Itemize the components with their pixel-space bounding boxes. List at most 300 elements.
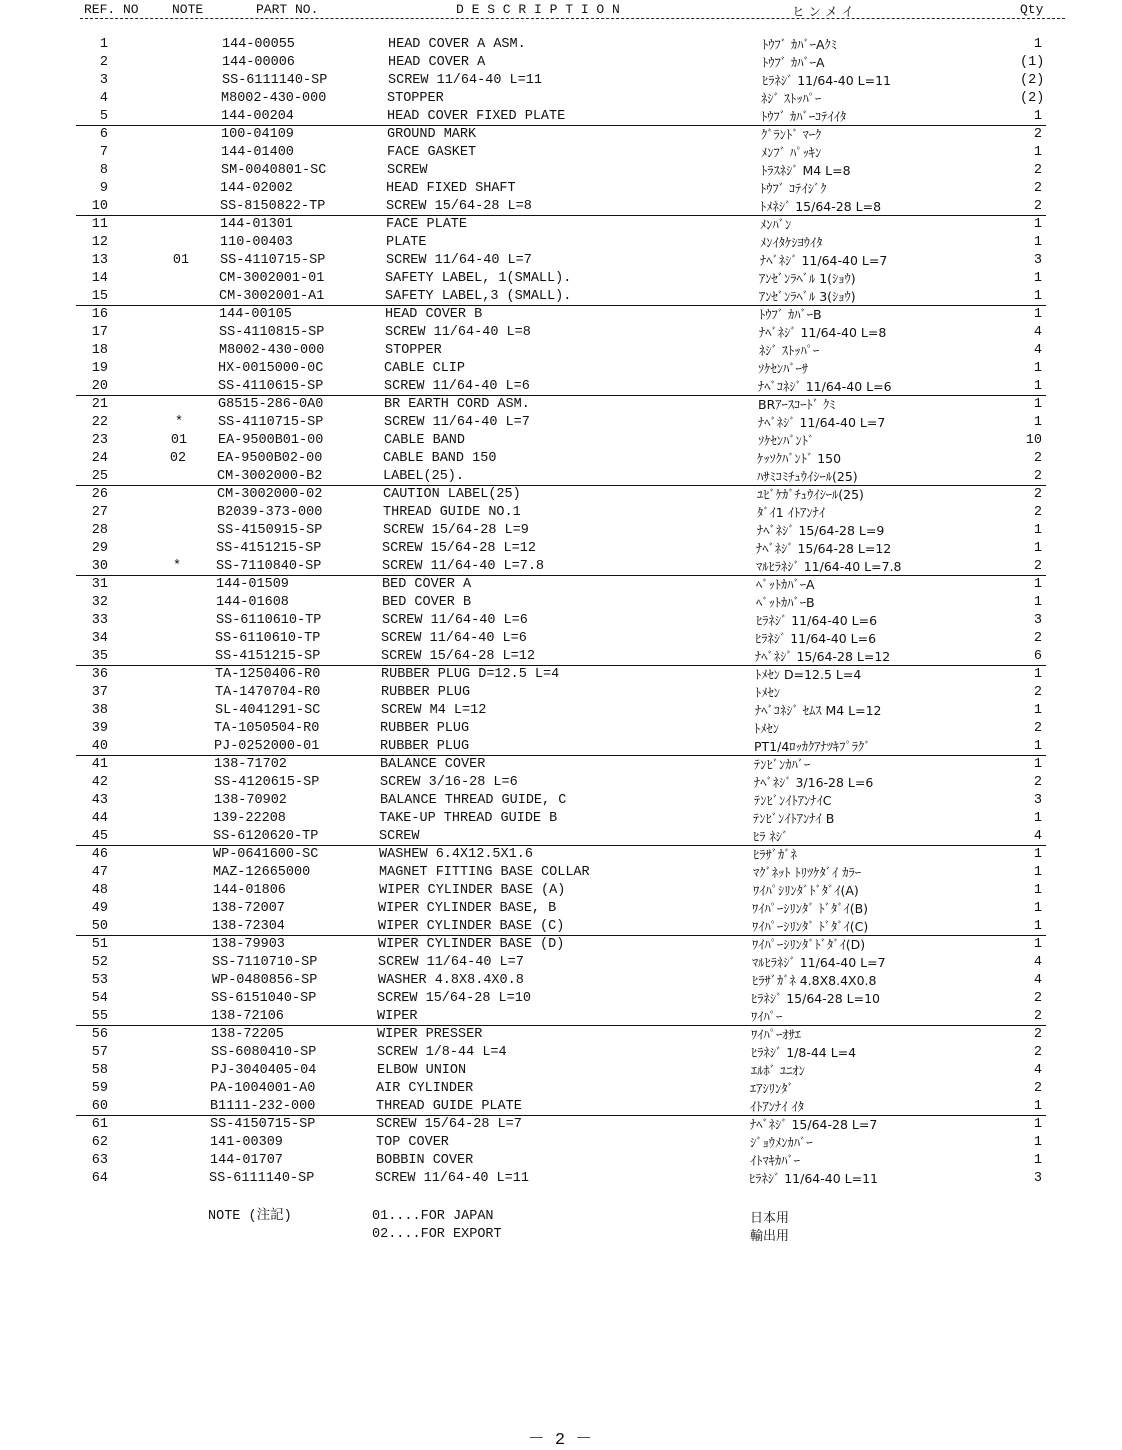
description-cell: GROUND MARK — [387, 127, 477, 142]
katakana-cell: ﾋﾗ ﾈｼﾞ — [753, 829, 789, 844]
ref-no-cell: 40 — [91, 739, 108, 754]
katakana-cell: ﾏﾙﾋﾗﾈｼﾞ 11/64-40 L=7 — [752, 955, 886, 970]
part-no-cell: EA-9500B02-00 — [217, 451, 323, 466]
ref-no-cell: 49 — [91, 901, 108, 916]
ref-no-cell: 32 — [91, 595, 108, 610]
description-cell: SCREW 1/8-44 L=4 — [377, 1045, 507, 1060]
note-code: 01....FOR JAPAN — [372, 1209, 494, 1224]
part-no-cell: PA-1004001-A0 — [210, 1081, 316, 1096]
qty-cell: 10 — [1025, 433, 1042, 448]
part-no-cell: SS-6111140-SP — [209, 1171, 315, 1186]
table-row — [0, 684, 1122, 702]
description-cell: BOBBIN COVER — [376, 1153, 474, 1168]
table-row — [0, 918, 1122, 936]
part-no-cell: 100-04109 — [221, 127, 294, 142]
description-cell: WASHEW 6.4X12.5X1.6 — [379, 847, 533, 862]
description-cell: CABLE BAND — [384, 433, 466, 448]
katakana-cell: ﾄｳﾌﾞ ｶﾊﾞｰB — [759, 307, 822, 322]
qty-cell: 1 — [1033, 1135, 1042, 1150]
ref-no-cell: 3 — [99, 73, 108, 88]
table-row — [0, 216, 1122, 234]
table-row — [0, 792, 1122, 810]
description-cell: SCREW 3/16-28 L=6 — [380, 775, 518, 790]
part-no-cell: PJ-0252000-01 — [214, 739, 320, 754]
description-cell: SCREW — [379, 829, 420, 844]
katakana-cell: ｱﾝｾﾞﾝﾗﾍﾞﾙ 1(ｼｮｳ) — [759, 271, 856, 286]
table-row — [0, 1044, 1122, 1062]
table-row — [0, 576, 1122, 594]
table-row — [0, 360, 1122, 378]
katakana-cell: ﾋﾗﾈｼﾞ 1/8-44 L=4 — [751, 1045, 857, 1060]
header-description: D E S C R I P T I O N — [456, 2, 620, 17]
description-cell: THREAD GUIDE NO.1 — [383, 505, 521, 520]
table-row — [0, 1134, 1122, 1152]
note-cell: 01 — [170, 433, 188, 448]
ref-no-cell: 51 — [91, 937, 108, 952]
ref-no-cell: 38 — [91, 703, 108, 718]
ref-no-cell: 61 — [91, 1117, 108, 1132]
katakana-cell: ﾋﾗﾈｼﾞ 15/64-28 L=10 — [751, 991, 880, 1006]
part-no-cell: WP-0480856-SP — [212, 973, 318, 988]
table-row — [0, 342, 1122, 360]
part-no-cell: 144-01608 — [216, 595, 289, 610]
description-cell: SCREW 15/64-28 L=12 — [381, 649, 535, 664]
description-cell: FACE PLATE — [386, 217, 468, 232]
katakana-cell: ﾀﾞｲ1 ｲﾄｱﾝﾅｲ — [757, 505, 826, 520]
ref-no-cell: 20 — [91, 379, 108, 394]
part-no-cell: 138-72205 — [211, 1027, 284, 1042]
qty-cell: 1 — [1033, 397, 1042, 412]
table-row — [0, 252, 1122, 270]
description-cell: SAFETY LABEL, 1(SMALL). — [385, 271, 572, 286]
part-no-cell: SS-4151215-SP — [215, 649, 321, 664]
description-cell: SCREW 15/64-28 L=8 — [386, 199, 532, 214]
qty-cell: 1 — [1033, 739, 1042, 754]
katakana-cell: ﾄｳﾌﾞ ｶﾊﾞｰA — [762, 55, 825, 70]
katakana-cell: ﾄﾒｾﾝ — [754, 721, 780, 736]
part-no-cell: WP-0641600-SC — [213, 847, 319, 862]
qty-cell: 1 — [1033, 1117, 1042, 1132]
ref-no-cell: 56 — [91, 1027, 108, 1042]
part-no-cell: CM-3002000-B2 — [217, 469, 323, 484]
katakana-cell: ﾈｼﾞ ｽﾄｯﾊﾟｰ — [761, 91, 822, 106]
ref-no-cell: 48 — [91, 883, 108, 898]
katakana-cell: ﾄｳﾌﾞ ｶﾊﾞｰAｸﾐ — [762, 37, 838, 52]
note-code: 02....FOR EXPORT — [372, 1227, 502, 1242]
qty-cell: 1 — [1033, 595, 1042, 610]
part-no-cell: 144-01400 — [221, 145, 294, 160]
header-note: NOTE — [172, 2, 204, 17]
table-row — [0, 828, 1122, 846]
description-cell: PLATE — [386, 235, 427, 250]
description-cell: MAGNET FITTING BASE COLLAR — [379, 865, 590, 880]
table-row — [0, 1080, 1122, 1098]
description-cell: WIPER CYLINDER BASE (A) — [379, 883, 566, 898]
part-no-cell: SS-4151215-SP — [216, 541, 322, 556]
katakana-cell: ﾜｲﾊﾟｰｼﾘﾝﾀﾞﾄﾞﾀﾞｲ(D) — [752, 937, 866, 952]
table-row — [0, 846, 1122, 864]
table-row — [0, 270, 1122, 288]
description-cell: BR EARTH CORD ASM. — [384, 397, 530, 412]
katakana-cell: ｴﾙﾎﾞ ﾕﾆｵﾝ — [751, 1063, 805, 1078]
katakana-cell: ｼﾞｮｳﾒﾝｶﾊﾞｰ — [750, 1135, 813, 1150]
katakana-cell: ﾏﾙﾋﾗﾈｼﾞ 11/64-40 L=7.8 — [756, 559, 902, 574]
part-no-cell: 138-79903 — [212, 937, 285, 952]
qty-cell: 1 — [1033, 1099, 1042, 1114]
ref-no-cell: 19 — [91, 361, 108, 376]
ref-no-cell: 64 — [91, 1171, 108, 1186]
ref-no-cell: 30 — [91, 559, 108, 574]
description-cell: RUBBER PLUG — [381, 685, 471, 700]
part-no-cell: 110-00403 — [220, 235, 293, 250]
qty-cell: 1 — [1033, 145, 1042, 160]
description-cell: CABLE CLIP — [384, 361, 466, 376]
description-cell: AIR CYLINDER — [376, 1081, 474, 1096]
ref-no-cell: 21 — [91, 397, 108, 412]
table-row — [0, 666, 1122, 684]
description-cell: WIPER CYLINDER BASE, B — [378, 901, 557, 916]
katakana-cell: ﾃﾝﾋﾞﾝｲﾄｱﾝﾅｲ B — [753, 811, 835, 826]
table-row — [0, 1026, 1122, 1044]
description-cell: SCREW 11/64-40 L=6 — [381, 631, 527, 646]
part-no-cell: SS-6120620-TP — [213, 829, 319, 844]
katakana-cell: ﾜｲﾊﾟｼﾘﾝﾀﾞﾄﾞﾀﾞｲ(A) — [753, 883, 859, 898]
qty-cell: 2 — [1033, 1009, 1042, 1024]
table-row — [0, 198, 1122, 216]
ref-no-cell: 45 — [91, 829, 108, 844]
table-row — [0, 1116, 1122, 1134]
qty-cell: 1 — [1033, 703, 1042, 718]
katakana-cell: ﾅﾍﾞﾈｼﾞ 15/64-28 L=12 — [756, 541, 892, 556]
description-cell: SCREW 11/64-40 L=8 — [385, 325, 531, 340]
qty-cell: 1 — [1033, 289, 1042, 304]
ref-no-cell: 7 — [99, 145, 108, 160]
katakana-cell: ﾄﾒｾﾝ D=12.5 L=4 — [755, 667, 862, 682]
qty-cell: 2 — [1033, 181, 1042, 196]
qty-cell: 2 — [1033, 631, 1042, 646]
part-no-cell: TA-1470704-R0 — [215, 685, 321, 700]
qty-cell: 1 — [1033, 937, 1042, 952]
table-row — [0, 396, 1122, 414]
katakana-cell: ｹｯｿｸﾊﾞﾝﾄﾞ 150 — [757, 451, 842, 466]
part-no-cell: TA-1250406-R0 — [215, 667, 321, 682]
ref-no-cell: 63 — [91, 1153, 108, 1168]
part-no-cell: MAZ-12665000 — [213, 865, 311, 880]
katakana-cell: ﾅﾍﾞﾈｼﾞ 3/16-28 L=6 — [754, 775, 874, 790]
part-no-cell: 144-01806 — [213, 883, 286, 898]
qty-cell: 4 — [1033, 973, 1042, 988]
ref-no-cell: 55 — [91, 1009, 108, 1024]
katakana-cell: ﾊｻﾐｺﾐﾁｭｳｲｼｰﾙ(25) — [757, 469, 858, 484]
table-row — [0, 486, 1122, 504]
qty-cell: 2 — [1033, 775, 1042, 790]
table-row — [0, 1008, 1122, 1026]
qty-cell: 2 — [1033, 505, 1042, 520]
table-row — [0, 774, 1122, 792]
part-no-cell: G8515-286-0A0 — [218, 397, 324, 412]
part-no-cell: CM-3002001-A1 — [219, 289, 325, 304]
katakana-cell: ﾅﾍﾞｺﾈｼﾞ ｾﾑｽ M4 L=12 — [755, 703, 882, 718]
notes-japanese — [750, 1210, 789, 1246]
description-cell: CABLE BAND 150 — [383, 451, 497, 466]
notes-label: NOTE (注記) — [208, 1209, 292, 1224]
qty-cell: 3 — [1033, 1171, 1042, 1186]
katakana-cell: ｲﾄｱﾝﾅｲ ｲﾀ — [750, 1099, 804, 1114]
table-row — [0, 522, 1122, 540]
ref-no-cell: 33 — [91, 613, 108, 628]
table-row — [0, 90, 1122, 108]
description-cell: ELBOW UNION — [377, 1063, 467, 1078]
table-row — [0, 432, 1122, 450]
ref-no-cell: 59 — [91, 1081, 108, 1096]
part-no-cell: 144-01509 — [216, 577, 289, 592]
description-cell: SCREW 11/64-40 L=6 — [382, 613, 528, 628]
part-no-cell: 144-00204 — [221, 109, 294, 124]
table-row — [0, 54, 1122, 72]
ref-no-cell: 14 — [91, 271, 108, 286]
part-no-cell: SS-4150915-SP — [217, 523, 323, 538]
description-cell: HEAD COVER FIXED PLATE — [387, 109, 566, 124]
part-no-cell: 138-71702 — [214, 757, 287, 772]
part-no-cell: 144-02002 — [220, 181, 293, 196]
ref-no-cell: 44 — [91, 811, 108, 826]
table-row — [0, 144, 1122, 162]
qty-cell: 1 — [1033, 37, 1042, 52]
description-cell: SCREW 15/64-28 L=7 — [376, 1117, 522, 1132]
ref-no-cell: 53 — [91, 973, 108, 988]
description-cell: STOPPER — [387, 91, 444, 106]
part-no-cell: 138-70902 — [214, 793, 287, 808]
part-no-cell: B2039-373-000 — [217, 505, 323, 520]
description-cell: HEAD COVER A ASM. — [388, 37, 526, 52]
description-cell: SCREW 11/64-40 L=7 — [384, 415, 530, 430]
part-no-cell: SS-6110610-TP — [216, 613, 322, 628]
katakana-cell: ﾍﾞｯﾄｶﾊﾞｰA — [756, 577, 815, 592]
qty-cell: 1 — [1033, 847, 1042, 862]
ref-no-cell: 60 — [91, 1099, 108, 1114]
description-cell: SCREW 11/64-40 L=7.8 — [382, 559, 545, 574]
description-cell: HEAD FIXED SHAFT — [386, 181, 516, 196]
ref-no-cell: 29 — [91, 541, 108, 556]
qty-cell: 1 — [1033, 361, 1042, 376]
part-no-cell: 144-01707 — [210, 1153, 283, 1168]
katakana-cell: ﾜｲﾊﾟｰｵｻｴ — [751, 1027, 802, 1042]
part-no-cell: SS-7110840-SP — [216, 559, 322, 574]
part-no-cell: 138-72304 — [212, 919, 285, 934]
ref-no-cell: 37 — [91, 685, 108, 700]
katakana-cell: ﾅﾍﾞﾈｼﾞ 15/64-28 L=7 — [750, 1117, 878, 1132]
description-cell: SCREW 11/64-40 L=7 — [386, 253, 532, 268]
qty-cell: 1 — [1033, 415, 1042, 430]
ref-no-cell: 39 — [91, 721, 108, 736]
table-row — [0, 936, 1122, 954]
description-cell: FACE GASKET — [387, 145, 477, 160]
header-ref-no: REF. NO — [84, 2, 139, 17]
katakana-cell: ﾒﾝﾌﾞ ﾊﾟｯｷﾝ — [761, 145, 822, 160]
qty-cell: 3 — [1033, 613, 1042, 628]
table-row — [0, 738, 1122, 756]
qty-cell: 3 — [1033, 793, 1042, 808]
qty-cell: 1 — [1033, 217, 1042, 232]
qty-cell: 4 — [1033, 1063, 1042, 1078]
qty-cell: 4 — [1033, 955, 1042, 970]
note-jp: 輸出用 — [750, 1229, 790, 1244]
part-no-cell: SS-6080410-SP — [211, 1045, 317, 1060]
qty-cell: 1 — [1033, 523, 1042, 538]
qty-cell: 2 — [1033, 685, 1042, 700]
column-header — [80, 0, 1065, 20]
description-cell: SCREW — [387, 163, 428, 178]
ref-no-cell: 18 — [91, 343, 108, 358]
table-row — [0, 558, 1122, 576]
description-cell: SAFETY LABEL,3 (SMALL). — [385, 289, 572, 304]
part-no-cell: SS-4110715-SP — [220, 253, 326, 268]
note-cell: 01 — [172, 253, 190, 268]
katakana-cell: ﾃﾝﾋﾞﾝｲﾄｱﾝﾅｲC — [754, 793, 832, 808]
ref-no-cell: 62 — [91, 1135, 108, 1150]
part-no-cell: SS-6151040-SP — [211, 991, 317, 1006]
katakana-cell: ﾍﾞｯﾄｶﾊﾞｰB — [756, 595, 815, 610]
table-row — [0, 972, 1122, 990]
qty-cell: 2 — [1033, 1081, 1042, 1096]
part-no-cell: CM-3002001-01 — [219, 271, 325, 286]
table-row — [0, 1098, 1122, 1116]
description-cell: THREAD GUIDE PLATE — [376, 1099, 522, 1114]
ref-no-cell: 15 — [91, 289, 108, 304]
katakana-cell: ﾅﾍﾞﾈｼﾞ 15/64-28 L=12 — [755, 649, 891, 664]
table-row — [0, 126, 1122, 144]
table-row — [0, 180, 1122, 198]
qty-cell: 2 — [1033, 721, 1042, 736]
katakana-cell: ｿｹｾﾝﾊﾞｰｻ — [758, 361, 809, 376]
ref-no-cell: 42 — [91, 775, 108, 790]
katakana-cell: ﾜｲﾊﾟｰｼﾘﾝﾀﾞ ﾄﾞﾀﾞｲ(C) — [752, 919, 869, 934]
katakana-cell: ﾕﾋﾞｹｶﾞﾁｭｳｲｼｰﾙ(25) — [757, 487, 864, 502]
ref-no-cell: 47 — [91, 865, 108, 880]
part-no-cell: B1111-232-000 — [210, 1099, 316, 1114]
ref-no-cell: 16 — [91, 307, 108, 322]
qty-cell: 2 — [1033, 487, 1042, 502]
ref-no-cell: 28 — [91, 523, 108, 538]
ref-no-cell: 11 — [91, 217, 108, 232]
description-cell: RUBBER PLUG D=12.5 L=4 — [381, 667, 560, 682]
qty-cell: 3 — [1033, 253, 1042, 268]
description-cell: SCREW 15/64-28 L=10 — [377, 991, 531, 1006]
description-cell: SCREW M4 L=12 — [381, 703, 487, 718]
part-no-cell: SS-6110610-TP — [215, 631, 321, 646]
katakana-cell: ｸﾞﾗﾝﾄﾞ ﾏｰｸ — [761, 127, 822, 142]
ref-no-cell: 35 — [91, 649, 108, 664]
table-row — [0, 612, 1122, 630]
table-row — [0, 648, 1122, 666]
ref-no-cell: 10 — [91, 199, 108, 214]
ref-no-cell: 17 — [91, 325, 108, 340]
qty-cell: 2 — [1033, 559, 1042, 574]
katakana-cell: ﾋﾗﾈｼﾞ 11/64-40 L=6 — [756, 613, 878, 628]
part-no-cell: 138-72106 — [211, 1009, 284, 1024]
description-cell: BALANCE COVER — [380, 757, 486, 772]
table-row — [0, 108, 1122, 126]
table-row — [0, 414, 1122, 432]
ref-no-cell: 9 — [99, 181, 108, 196]
description-cell: HEAD COVER A — [388, 55, 486, 70]
ref-no-cell: 52 — [91, 955, 108, 970]
description-cell: SCREW 15/64-28 L=9 — [383, 523, 529, 538]
part-no-cell: SS-7110710-SP — [212, 955, 318, 970]
katakana-cell: ｴｱｼﾘﾝﾀﾞ — [750, 1081, 794, 1096]
katakana-cell: ﾈｼﾞ ｽﾄｯﾊﾟｰ — [759, 343, 820, 358]
qty-cell: (2) — [1020, 91, 1045, 106]
katakana-cell: ﾄｳﾌﾞ ｶﾊﾞｰｺﾃｲｲﾀ — [761, 109, 847, 124]
part-no-cell: 144-00006 — [222, 55, 295, 70]
katakana-cell: ｲﾄﾏｷｶﾊﾞｰ — [750, 1153, 801, 1168]
katakana-cell: ﾜｲﾊﾟｰ — [751, 1009, 783, 1024]
katakana-cell: ﾒﾝﾊﾞﾝ — [760, 217, 792, 232]
table-row — [0, 990, 1122, 1008]
qty-cell: 1 — [1033, 109, 1042, 124]
ref-no-cell: 23 — [91, 433, 108, 448]
description-cell: HEAD COVER B — [385, 307, 483, 322]
katakana-cell: ﾋﾗｻﾞｶﾞﾈ 4.8X8.4X0.8 — [752, 973, 877, 988]
table-row — [0, 540, 1122, 558]
description-cell: WIPER CYLINDER BASE (C) — [378, 919, 565, 934]
header-rule — [80, 18, 1065, 19]
ref-no-cell: 1 — [99, 37, 108, 52]
ref-no-cell: 27 — [91, 505, 108, 520]
katakana-cell: PT1/4ﾛｯｶｸｱﾅﾂｷﾌﾟﾗｸﾞ — [754, 739, 871, 754]
description-cell: LABEL(25). — [383, 469, 465, 484]
ref-no-cell: 57 — [91, 1045, 108, 1060]
qty-cell: 6 — [1033, 649, 1042, 664]
qty-cell: 4 — [1033, 343, 1042, 358]
part-no-cell: SS-4120615-SP — [214, 775, 320, 790]
page-number: － 2 － — [527, 1431, 593, 1450]
katakana-cell: ﾅﾍﾞﾈｼﾞ 11/64-40 L=8 — [759, 325, 887, 340]
description-cell: SCREW 11/64-40 L=7 — [378, 955, 524, 970]
katakana-cell: ﾄｳﾌﾞ ｺﾃｲｼﾞｸ — [760, 181, 827, 196]
table-row — [0, 630, 1122, 648]
note-cell: 02 — [169, 451, 187, 466]
ref-no-cell: 6 — [99, 127, 108, 142]
katakana-cell: ﾅﾍﾞﾈｼﾞ 15/64-28 L=9 — [757, 523, 885, 538]
qty-cell: (1) — [1020, 55, 1045, 70]
part-no-cell: SL-4041291-SC — [215, 703, 321, 718]
table-row — [0, 468, 1122, 486]
table-row — [0, 756, 1122, 774]
ref-no-cell: 50 — [91, 919, 108, 934]
part-no-cell: HX-0015000-0C — [218, 361, 324, 376]
part-no-cell: 144-01301 — [220, 217, 293, 232]
description-cell: RUBBER PLUG — [380, 721, 470, 736]
table-row — [0, 594, 1122, 612]
table-row — [0, 702, 1122, 720]
katakana-cell: ﾋﾗﾈｼﾞ 11/64-40 L=11 — [762, 73, 891, 88]
qty-cell: 1 — [1033, 811, 1042, 826]
ref-no-cell: 8 — [99, 163, 108, 178]
table-row — [0, 162, 1122, 180]
katakana-cell: ﾄﾒﾈｼﾞ 15/64-28 L=8 — [760, 199, 882, 214]
ref-no-cell: 5 — [99, 109, 108, 124]
table-row — [0, 882, 1122, 900]
part-no-cell: PJ-3040405-04 — [211, 1063, 317, 1078]
part-no-cell: SS-4110815-SP — [219, 325, 325, 340]
part-no-cell: 138-72007 — [212, 901, 285, 916]
table-row — [0, 306, 1122, 324]
katakana-cell: ｿｹｾﾝﾊﾞﾝﾄﾞ — [758, 433, 815, 448]
part-no-cell: EA-9500B01-00 — [218, 433, 324, 448]
note-cell: * — [174, 415, 184, 430]
qty-cell: 1 — [1033, 577, 1042, 592]
